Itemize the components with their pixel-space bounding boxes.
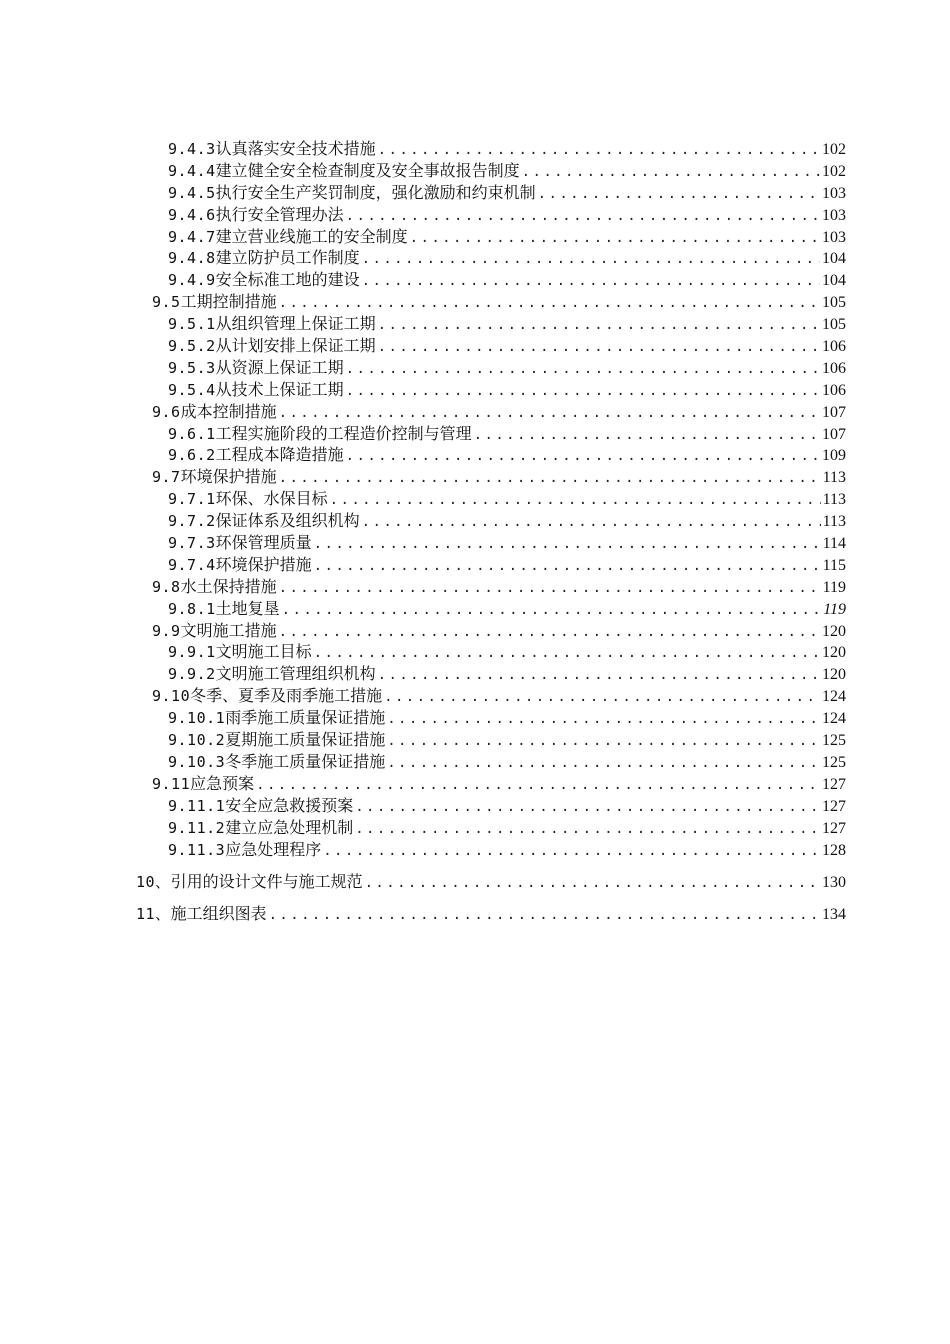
toc-entry-number: 9.4.6 (168, 205, 216, 224)
toc-entry[interactable] (0, 226, 950, 248)
toc-entry[interactable] (0, 269, 950, 291)
toc-dot-leader (269, 899, 820, 931)
toc-dot-leader (365, 867, 820, 899)
toc-entry-page-number: 124 (822, 710, 846, 728)
toc-entry-title: 从资源上保证工期 (215, 357, 344, 377)
toc-entry-page-number: 106 (822, 338, 846, 356)
toc-entry[interactable] (0, 488, 950, 510)
toc-entry[interactable] (0, 379, 950, 401)
toc-entry[interactable] (0, 444, 950, 466)
toc-dot-leader (279, 403, 820, 425)
toc-entry-title: 工程实施阶段的工程造价控制与管理 (215, 423, 472, 443)
toc-entry-title: 建立营业线施工的安全制度 (215, 226, 408, 246)
toc-entry-title: 应急处理程序 (225, 839, 322, 859)
toc-entry-page-number: 103 (822, 228, 846, 246)
toc-entry-page-number: 120 (822, 622, 846, 640)
toc-entry-page-number: 114 (822, 535, 846, 553)
toc-entry[interactable] (0, 898, 950, 930)
toc-dot-leader (387, 731, 820, 753)
toc-entry[interactable] (0, 291, 950, 313)
toc-entry-number: 9.4.5 (168, 183, 216, 202)
toc-entry[interactable] (0, 663, 950, 685)
toc-entry-page-number: 120 (822, 644, 846, 662)
toc-entry-number: 9.5.4 (168, 380, 216, 399)
toc-entry-title: 安全应急救援预案 (225, 795, 354, 815)
toc-entry-title: 文明施工目标 (215, 642, 312, 662)
toc-entry[interactable] (0, 751, 950, 773)
toc-entry-page-number: 125 (822, 732, 846, 750)
toc-entry-title: 建立应急处理机制 (225, 817, 354, 837)
toc-entry-title: 建立健全安全检查制度及安全事故报告制度 (215, 160, 520, 180)
toc-entry-number: 9.9.2 (168, 665, 216, 684)
toc-entry[interactable] (0, 795, 950, 817)
toc-entry-number: 9.4.7 (168, 227, 216, 246)
toc-entry[interactable] (0, 138, 950, 160)
toc-entry-page-number: 113 (822, 513, 846, 531)
toc-entry-number: 9.8 (152, 577, 181, 596)
toc-entry[interactable] (0, 641, 950, 663)
toc-dot-leader (314, 556, 821, 578)
toc-entry-title: 施工组织图表 (170, 904, 267, 924)
toc-dot-leader (355, 819, 820, 841)
toc-entry[interactable] (0, 357, 950, 379)
toc-entry-page-number: 130 (822, 874, 846, 892)
toc-entry[interactable] (0, 401, 950, 423)
toc-entry-title: 文明施工措施 (180, 620, 277, 640)
toc-entry-number: 9.5 (152, 293, 181, 312)
toc-dot-leader (346, 381, 820, 403)
toc-entry-number: 9.7.4 (168, 555, 216, 574)
toc-dot-leader (387, 709, 820, 731)
toc-entry[interactable] (0, 839, 950, 861)
toc-entry-page-number: 103 (822, 206, 846, 224)
toc-entry-number: 9.6 (152, 402, 181, 421)
toc-entry-number: 9.4.3 (168, 140, 216, 158)
toc-entry-page-number: 102 (822, 162, 846, 180)
toc-entry[interactable] (0, 204, 950, 226)
toc-entry-number: 9.7.3 (168, 534, 216, 553)
toc-entry-title: 引用的设计文件与施工规范 (170, 872, 363, 892)
toc-entry-page-number: 106 (822, 381, 846, 399)
toc-entry-page-number: 134 (822, 906, 846, 924)
toc-entry-number: 9.9 (152, 621, 181, 640)
toc-entry[interactable] (0, 247, 950, 269)
toc-entry-title: 水土保持措施 (180, 576, 277, 596)
toc-entry-title: 土地复垦 (215, 598, 280, 618)
toc-entry-number: 9.7 (152, 468, 181, 487)
toc-dot-leader (323, 841, 820, 863)
toc-entry-page-number: 119 (823, 600, 846, 618)
toc-dot-leader (346, 446, 820, 468)
toc-entry[interactable] (0, 866, 950, 898)
toc-dot-leader (346, 206, 820, 228)
toc-dot-leader (378, 315, 820, 337)
toc-entry-title: 夏期施工质量保证措施 (225, 730, 386, 750)
toc-entry-page-number: 119 (822, 578, 846, 596)
toc-dot-leader (384, 687, 820, 709)
toc-dot-leader (378, 140, 820, 162)
toc-entry[interactable] (0, 576, 950, 598)
toc-entry-number: 9.9.1 (168, 643, 216, 662)
toc-entry-number: 11、 (136, 905, 171, 924)
toc-entry-page-number: 105 (822, 294, 846, 312)
toc-entry-number: 9.11.2 (168, 818, 226, 837)
toc-entry-page-number: 127 (822, 775, 846, 793)
toc-dot-leader (378, 665, 820, 687)
toc-dot-leader (474, 425, 820, 447)
toc-entry-page-number: 106 (822, 359, 846, 377)
toc-dot-leader (362, 249, 820, 271)
toc-entry-title: 雨季施工质量保证措施 (225, 708, 386, 728)
toc-entry-number: 9.5.1 (168, 315, 216, 334)
toc-entry-title: 执行安全生产奖罚制度，强化激励和约束机制 (215, 182, 536, 202)
toc-entry-title: 从技术上保证工期 (215, 379, 344, 399)
toc-dot-leader (279, 293, 820, 315)
toc-entry[interactable] (0, 423, 950, 445)
toc-dot-leader (314, 643, 820, 665)
toc-entry-number: 9.6.2 (168, 446, 216, 465)
toc-dot-leader (362, 512, 821, 534)
table-of-contents (0, 138, 950, 930)
toc-entry-page-number: 113 (822, 469, 846, 487)
toc-entry-number: 9.4.9 (168, 271, 216, 290)
toc-entry-number: 9.10.1 (168, 709, 226, 728)
toc-entry-page-number: 128 (822, 841, 846, 859)
toc-dot-leader (538, 184, 820, 206)
toc-entry[interactable] (0, 685, 950, 707)
toc-entry-title: 文明施工管理组织机构 (215, 664, 376, 684)
toc-dot-leader (279, 622, 820, 644)
toc-entry-title: 环保管理质量 (215, 533, 312, 553)
toc-entry[interactable] (0, 160, 950, 182)
toc-entry-page-number: 125 (822, 753, 846, 771)
toc-entry-page-number: 107 (822, 425, 846, 443)
toc-dot-leader (279, 578, 821, 600)
toc-entry-title: 建立防护员工作制度 (215, 248, 360, 268)
toc-dot-leader (282, 600, 822, 622)
toc-entry[interactable] (0, 510, 950, 532)
toc-entry-page-number: 127 (822, 819, 846, 837)
toc-entry[interactable] (0, 598, 950, 620)
toc-entry-page-number: 115 (822, 556, 846, 574)
toc-entry-number: 9.11 (152, 774, 191, 793)
toc-entry-number: 9.7.1 (168, 490, 216, 509)
toc-entry-number: 9.10.3 (168, 752, 226, 771)
toc-entry[interactable] (0, 620, 950, 642)
toc-entry-title: 环境保护措施 (180, 467, 277, 487)
toc-entry[interactable] (0, 773, 950, 795)
toc-entry-title: 应急预案 (190, 773, 255, 793)
toc-entry-number: 9.5.3 (168, 358, 216, 377)
toc-entry-number: 9.11.3 (168, 840, 226, 859)
toc-entry-number: 9.4.4 (168, 161, 216, 180)
toc-entry-title: 冬季施工质量保证措施 (225, 751, 386, 771)
toc-entry-title: 安全标准工地的建设 (215, 270, 360, 290)
toc-entry-page-number: 107 (822, 403, 846, 421)
toc-entry[interactable] (0, 817, 950, 839)
toc-entry-number: 9.4.8 (168, 249, 216, 268)
toc-entry[interactable] (0, 554, 950, 576)
toc-entry-number: 9.5.2 (168, 337, 216, 356)
toc-dot-leader (279, 468, 821, 490)
toc-entry-title: 保证体系及组织机构 (215, 511, 360, 531)
toc-dot-leader (387, 753, 820, 775)
toc-entry-title: 环保、水保目标 (215, 489, 328, 509)
toc-entry-page-number: 103 (822, 184, 846, 202)
toc-entry-number: 9.8.1 (168, 599, 216, 618)
toc-entry[interactable] (0, 729, 950, 751)
toc-entry-title: 从组织管理上保证工期 (215, 314, 376, 334)
toc-entry-page-number: 124 (822, 688, 846, 706)
toc-entry-title: 工期控制措施 (180, 292, 277, 312)
toc-dot-leader (346, 359, 820, 381)
toc-dot-leader (378, 337, 820, 359)
toc-entry-page-number: 104 (822, 272, 846, 290)
toc-entry[interactable] (0, 707, 950, 729)
toc-entry-title: 冬季、夏季及雨季施工措施 (190, 686, 383, 706)
toc-entry-page-number: 104 (822, 250, 846, 268)
toc-entry-number: 9.7.2 (168, 512, 216, 531)
toc-dot-leader (330, 490, 821, 512)
toc-entry[interactable] (0, 182, 950, 204)
toc-entry-page-number: 127 (822, 797, 846, 815)
toc-entry-page-number: 120 (822, 666, 846, 684)
toc-entry[interactable] (0, 466, 950, 488)
toc-entry-page-number: 105 (822, 316, 846, 334)
toc-entry-title: 工程成本降造措施 (215, 445, 344, 465)
toc-entry-page-number: 109 (822, 447, 846, 465)
toc-entry-title: 成本控制措施 (180, 401, 277, 421)
toc-entry-number: 9.6.1 (168, 424, 216, 443)
toc-dot-leader (314, 534, 821, 556)
toc-dot-leader (410, 228, 820, 250)
toc-dot-leader (355, 797, 820, 819)
toc-dot-leader (522, 162, 820, 184)
toc-entry-number: 9.11.1 (168, 796, 226, 815)
toc-entry-page-number: 113 (822, 491, 846, 509)
toc-entry-title: 执行安全管理办法 (215, 204, 344, 224)
toc-entry-title: 认真落实安全技术措施 (215, 139, 376, 158)
toc-entry-page-number: 102 (822, 141, 846, 158)
toc-dot-leader (362, 271, 820, 293)
toc-entry[interactable] (0, 335, 950, 357)
toc-entry-title: 环境保护措施 (215, 554, 312, 574)
toc-entry[interactable] (0, 313, 950, 335)
toc-entry[interactable] (0, 532, 950, 554)
toc-dot-leader (256, 775, 820, 797)
toc-entry-number: 10、 (136, 873, 171, 892)
toc-entry-number: 9.10.2 (168, 731, 226, 750)
toc-entry-title: 从计划安排上保证工期 (215, 336, 376, 356)
toc-entry-number: 9.10 (152, 687, 191, 706)
